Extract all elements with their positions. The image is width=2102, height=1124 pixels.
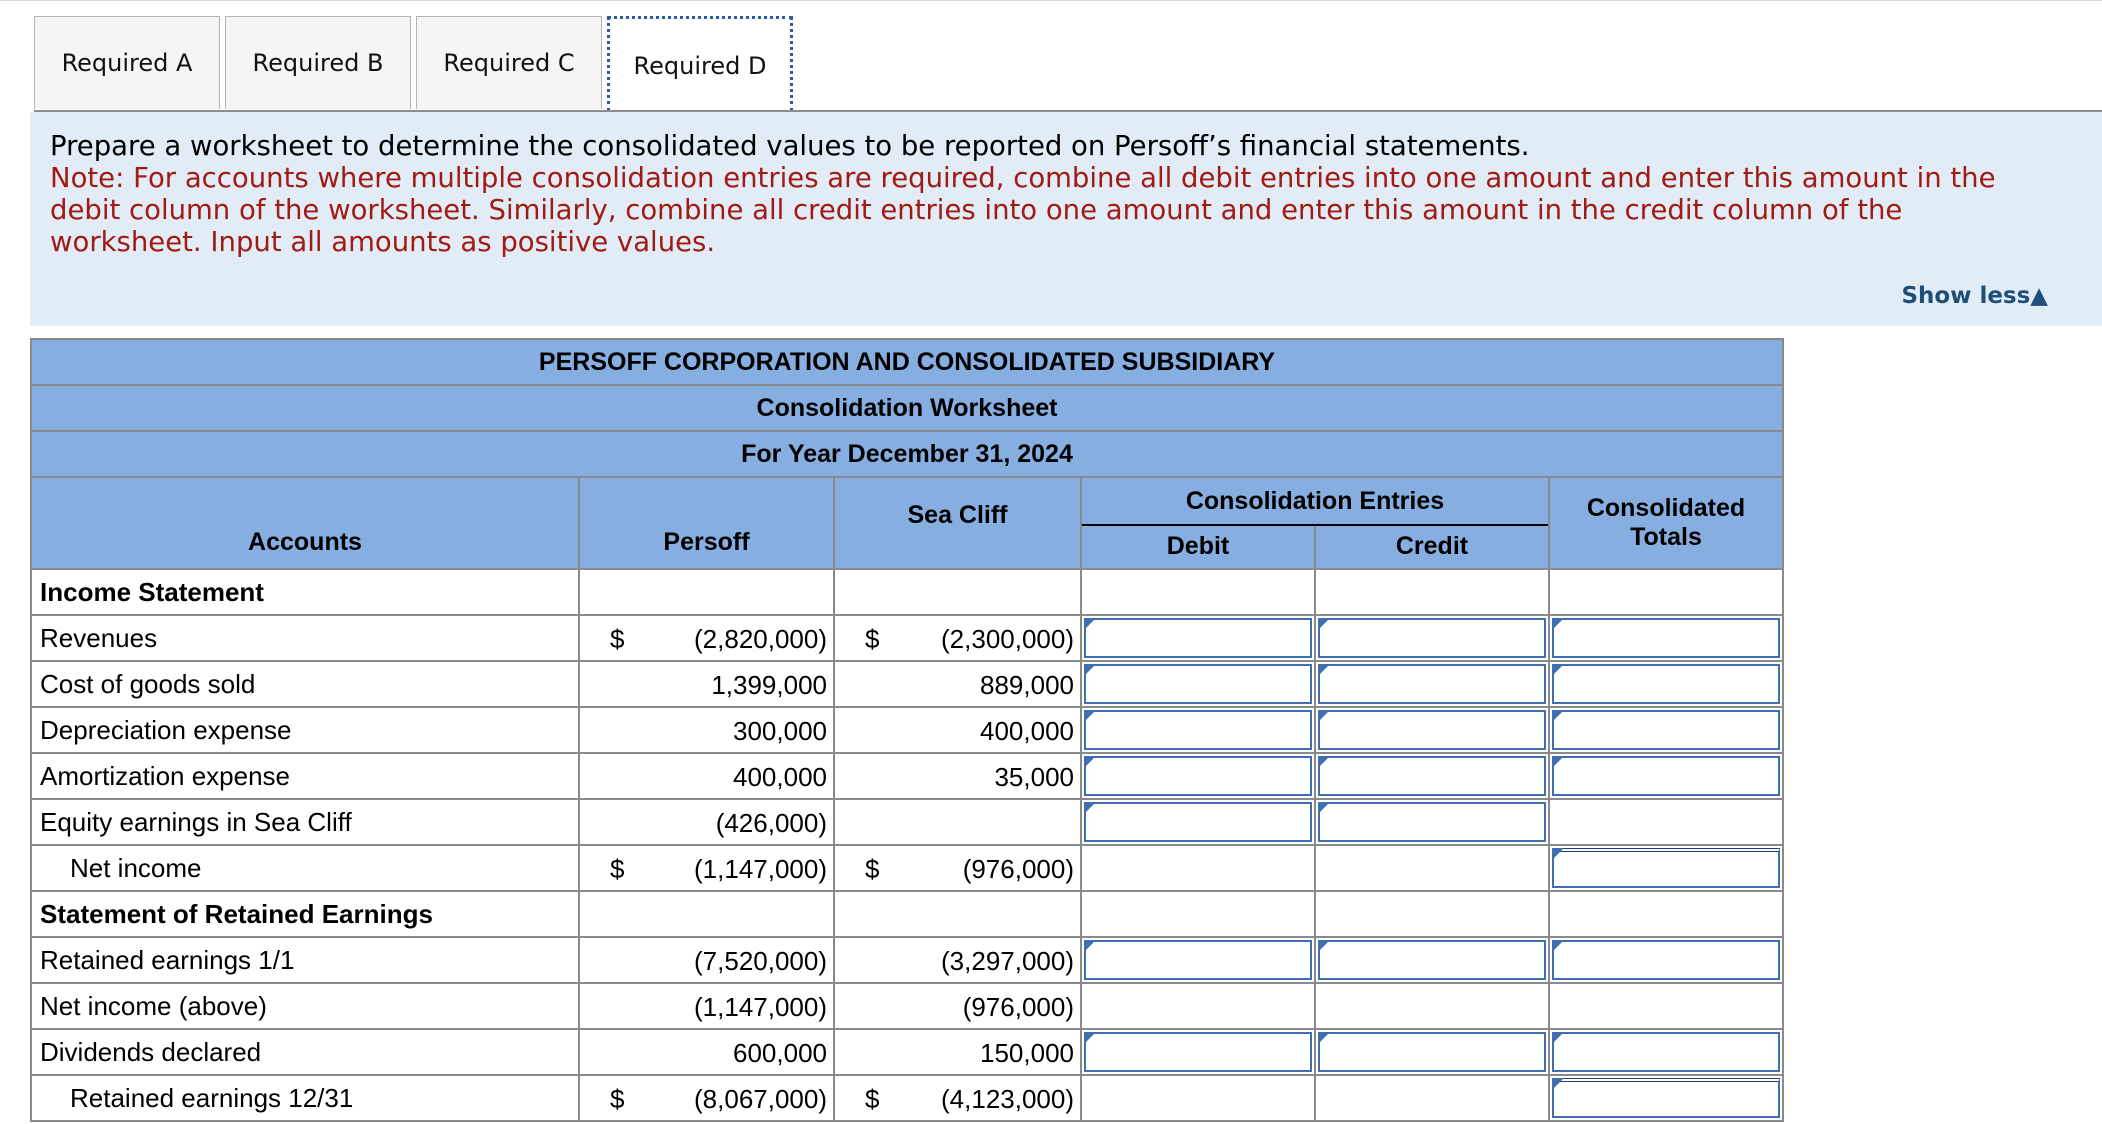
tab-required-d[interactable]: Required D	[607, 16, 793, 112]
total-input[interactable]	[1552, 1078, 1780, 1118]
row-label: Retained earnings 1/1	[31, 937, 579, 983]
debit-input[interactable]	[1084, 940, 1312, 980]
row-label: Cost of goods sold	[31, 661, 579, 707]
currency-symbol: $	[610, 854, 625, 884]
debit-input[interactable]	[1084, 802, 1312, 842]
section-income-statement: Income Statement	[31, 569, 579, 615]
sea-cliff-value: (3,297,000)	[941, 946, 1074, 976]
debit-input[interactable]	[1084, 664, 1312, 704]
top-divider	[0, 0, 2102, 1]
total-input[interactable]	[1552, 618, 1780, 658]
currency-symbol: $	[865, 624, 880, 654]
header-sea-cliff: Sea Cliff	[834, 477, 1081, 569]
row-label: Net income (above)	[31, 983, 579, 1029]
header-entries-label: Consolidation Entries	[1082, 478, 1548, 526]
sea-cliff-value: 150,000	[980, 1038, 1074, 1068]
sea-cliff-value: (4,123,000)	[941, 1084, 1074, 1114]
persoff-value: (426,000)	[715, 808, 827, 838]
total-input[interactable]	[1552, 756, 1780, 796]
row-label: Revenues	[31, 615, 579, 661]
table-row	[31, 937, 1783, 983]
header-credit: Credit	[1395, 531, 1469, 560]
persoff-value: (2,820,000)	[694, 624, 827, 654]
worksheet-period: For Year December 31, 2024	[31, 431, 1783, 477]
sea-cliff-value: 400,000	[980, 716, 1074, 746]
currency-symbol: $	[610, 624, 625, 654]
table-row	[31, 753, 1783, 799]
table-row	[31, 891, 1783, 937]
currency-symbol: $	[865, 1084, 880, 1114]
credit-input[interactable]	[1318, 802, 1546, 842]
header-consolidated-totals	[1549, 477, 1783, 569]
header-totals-line1: Consolidated	[1586, 494, 1746, 522]
instructions-panel	[30, 112, 2102, 326]
row-label: Depreciation expense	[31, 707, 579, 753]
persoff-value: 400,000	[733, 762, 827, 792]
row-label: Net income	[31, 845, 579, 891]
show-less-link[interactable]: Show less▲	[1901, 283, 2048, 309]
consolidation-worksheet	[30, 338, 1784, 1122]
credit-input[interactable]	[1318, 664, 1546, 704]
table-row	[31, 569, 1783, 615]
sea-cliff-value: 35,000	[994, 762, 1074, 792]
tab-required-b[interactable]: Required B	[225, 16, 411, 109]
worksheet-subtitle: Consolidation Worksheet	[31, 385, 1783, 431]
table-row	[31, 983, 1783, 1029]
table-row	[31, 661, 1783, 707]
header-consolidation-entries	[1081, 477, 1549, 569]
header-accounts: Accounts	[31, 477, 579, 569]
table-row	[31, 1029, 1783, 1075]
total-input[interactable]	[1552, 940, 1780, 980]
header-persoff: Persoff	[579, 477, 834, 569]
worksheet-title: PERSOFF CORPORATION AND CONSOLIDATED SUBSIDIARY	[31, 339, 1783, 385]
header-totals-line2: Totals	[1630, 523, 1702, 551]
table-row	[31, 845, 1783, 891]
sea-cliff-value: (976,000)	[962, 992, 1074, 1022]
credit-input[interactable]	[1318, 756, 1546, 796]
debit-input[interactable]	[1084, 756, 1312, 796]
persoff-value: (7,520,000)	[694, 946, 827, 976]
persoff-value: (1,147,000)	[694, 854, 827, 884]
credit-input[interactable]	[1318, 1032, 1546, 1072]
persoff-value: (1,147,000)	[694, 992, 827, 1022]
sea-cliff-value: 889,000	[980, 670, 1074, 700]
instructions-text: Prepare a worksheet to determine the consolidated values to be reported on Persoff’s financial statements.	[50, 130, 1530, 162]
row-label: Equity earnings in Sea Cliff	[31, 799, 579, 845]
credit-input[interactable]	[1318, 940, 1546, 980]
tab-bar	[34, 16, 798, 111]
debit-input[interactable]	[1084, 618, 1312, 658]
total-input[interactable]	[1552, 848, 1780, 888]
table-row	[31, 1075, 1783, 1121]
tab-required-a[interactable]: Required A	[34, 16, 220, 109]
debit-input[interactable]	[1084, 1032, 1312, 1072]
row-label: Amortization expense	[31, 753, 579, 799]
sea-cliff-value: (2,300,000)	[941, 624, 1074, 654]
table-row	[31, 799, 1783, 845]
table-row	[31, 615, 1783, 661]
persoff-value: 600,000	[733, 1038, 827, 1068]
persoff-value: 300,000	[733, 716, 827, 746]
section-retained-earnings: Statement of Retained Earnings	[31, 891, 579, 937]
total-input[interactable]	[1552, 1032, 1780, 1072]
table-row	[31, 707, 1783, 753]
sea-cliff-value: (976,000)	[962, 854, 1074, 884]
row-label: Retained earnings 12/31	[31, 1075, 579, 1121]
persoff-value: (8,067,000)	[694, 1084, 827, 1114]
total-input[interactable]	[1552, 710, 1780, 750]
currency-symbol: $	[865, 854, 880, 884]
tab-required-c[interactable]: Required C	[416, 16, 602, 109]
header-debit: Debit	[1082, 524, 1316, 568]
credit-input[interactable]	[1318, 710, 1546, 750]
row-label: Dividends declared	[31, 1029, 579, 1075]
persoff-value: 1,399,000	[711, 670, 827, 700]
debit-input[interactable]	[1084, 710, 1312, 750]
currency-symbol: $	[610, 1084, 625, 1114]
total-input[interactable]	[1552, 664, 1780, 704]
credit-input[interactable]	[1318, 618, 1546, 658]
instructions-note: Note: For accounts where multiple consolidation entries are required, combine all debit entries into one amount and enter this amount in the debit column of the worksheet. Similarly, combine all credit entries into one amount and enter this amount in the credit column of the worksheet. Input all amounts as positive values.	[50, 162, 1996, 258]
